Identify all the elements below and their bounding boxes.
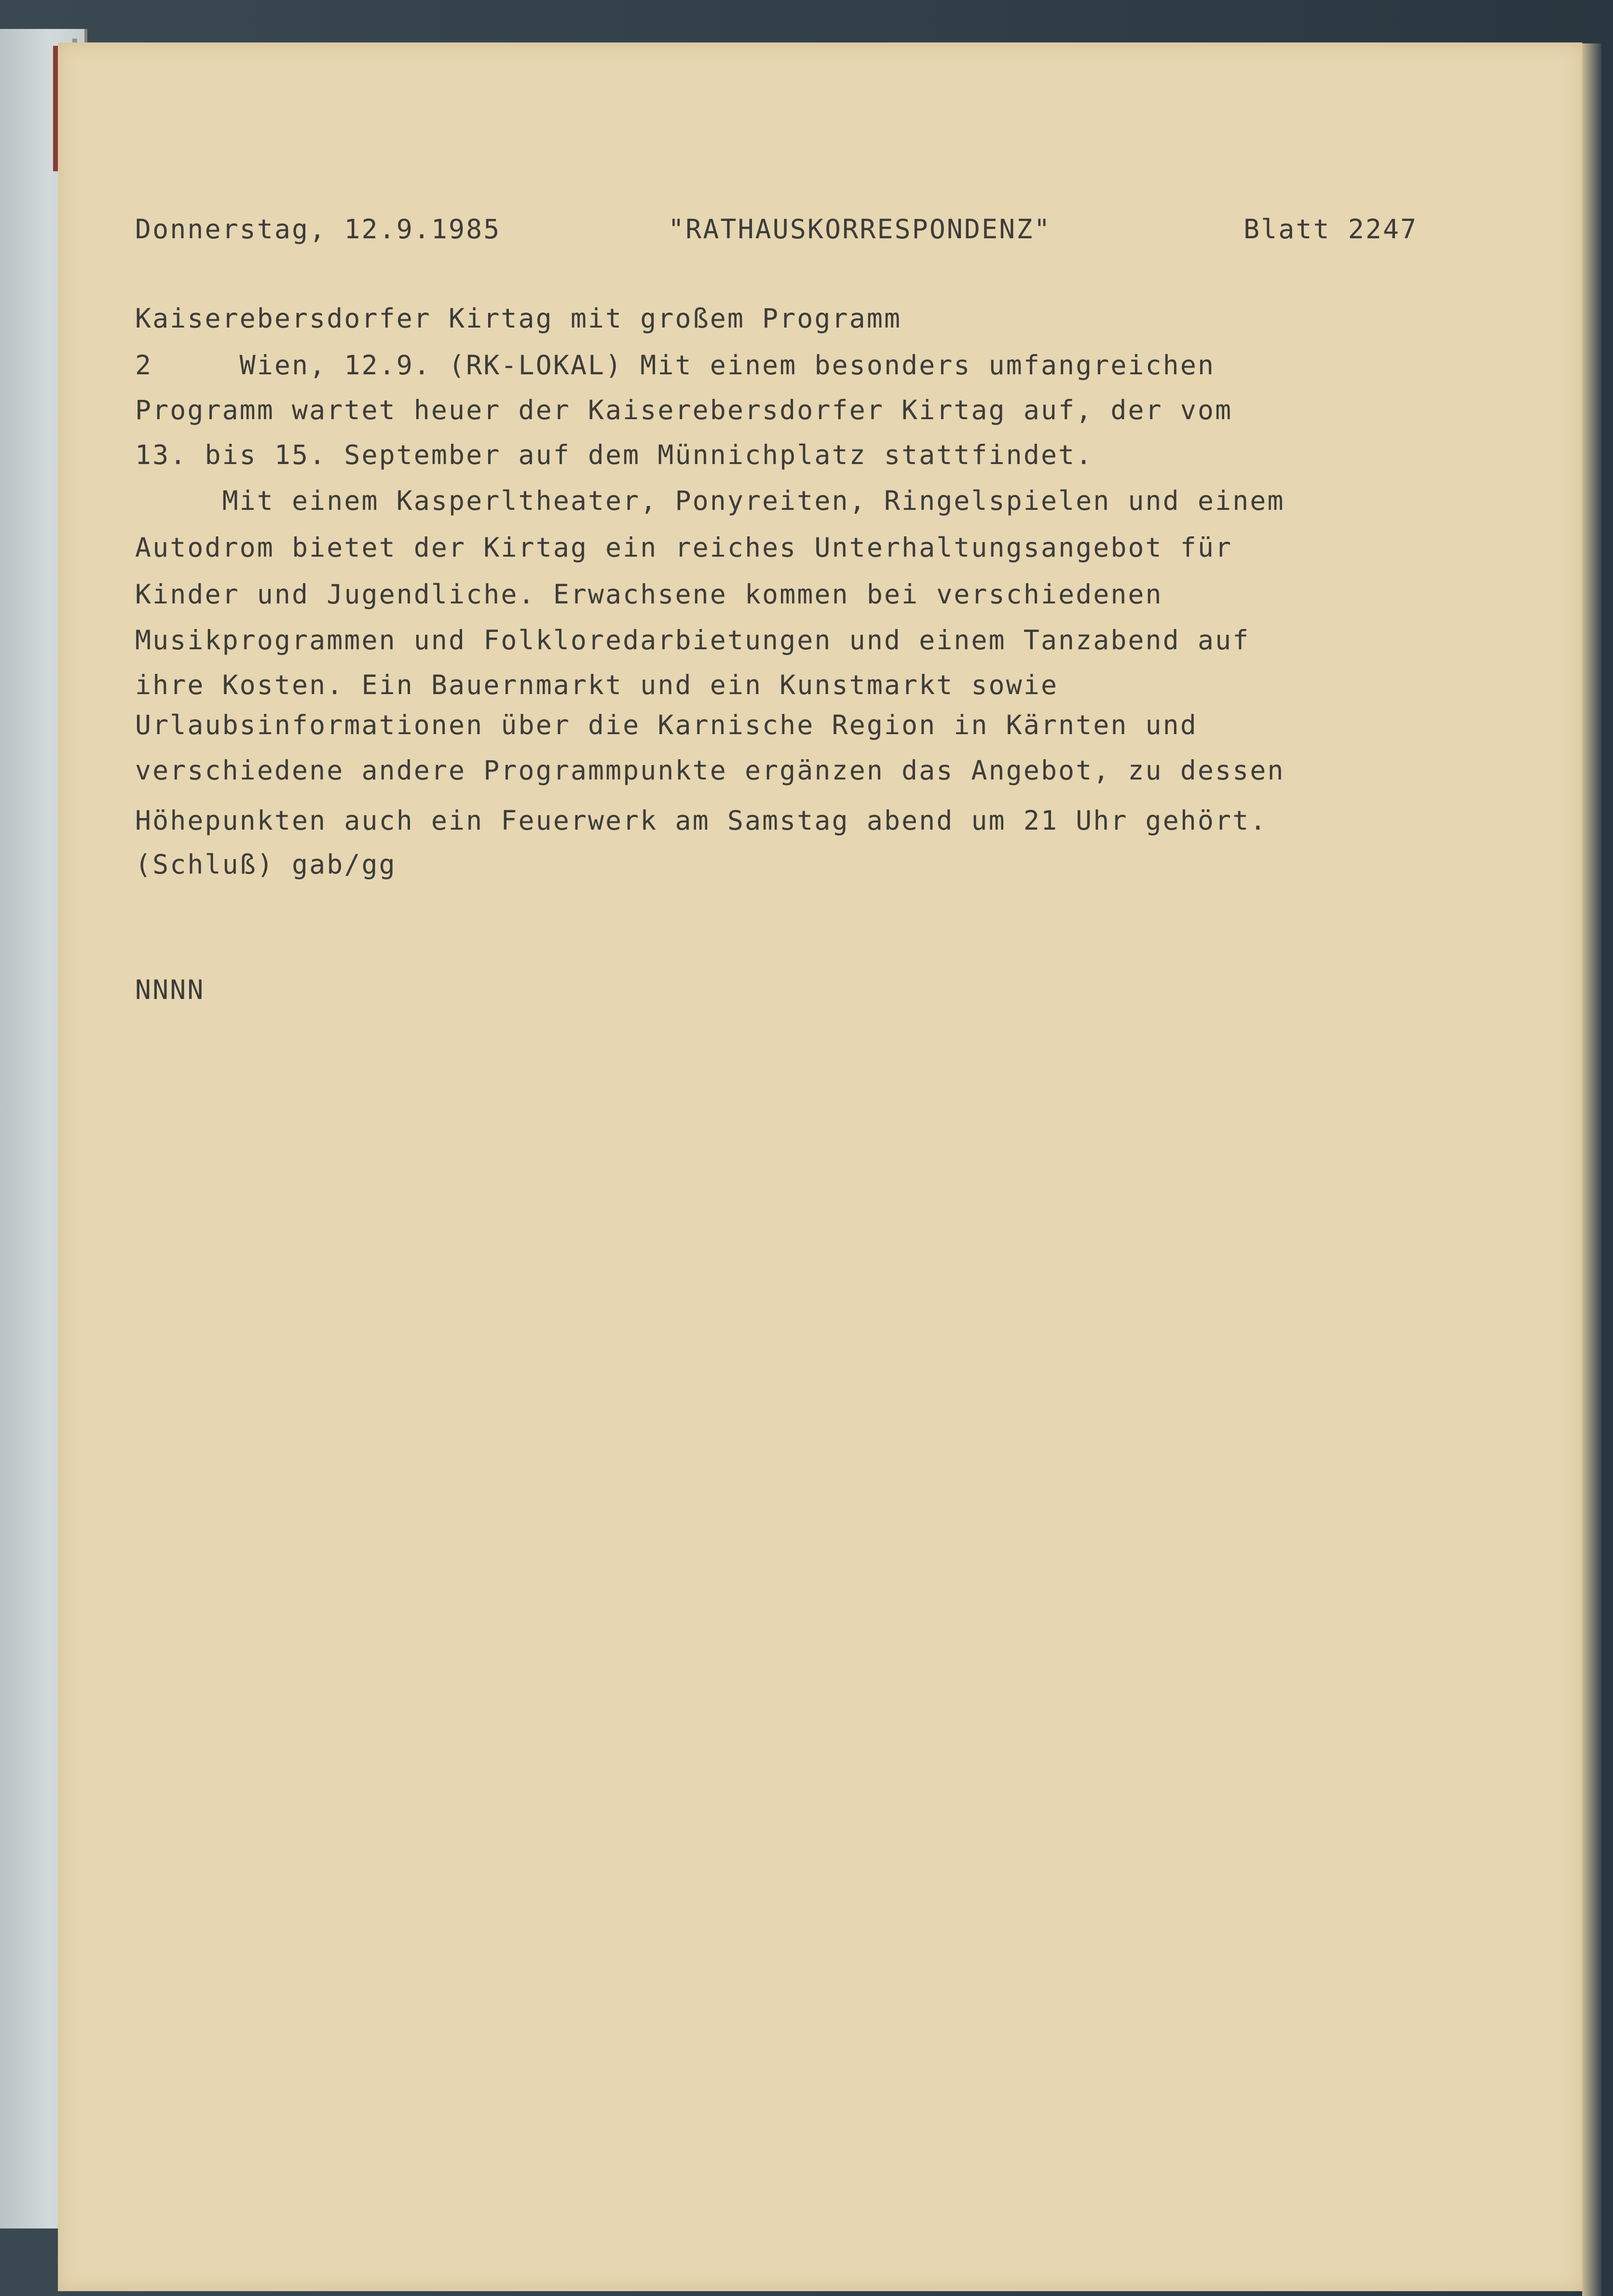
article-line: Urlaubsinformationen über die Karnische Region in Kärnten und <box>135 710 1198 740</box>
article-line: 2 Wien, 12.9. (RK-LOKAL) Mit einem besonders umfangreichen <box>135 350 1215 381</box>
article-line: Mit einem Kasperltheater, Ponyreiten, Ringelspielen und einem <box>135 485 1285 516</box>
header-page-number: Blatt 2247 <box>1244 214 1418 245</box>
article-signature: (Schluß) gab/gg <box>135 849 396 880</box>
article-line: Programm wartet heuer der Kaiserebersdorfer Kirtag auf, der vom <box>135 395 1233 425</box>
article-line: 13. bis 15. September auf dem Münnichplatz stattfindet. <box>135 439 1094 470</box>
end-mark: NNNN <box>135 974 205 1005</box>
article-line: verschiedene andere Programmpunkte ergänzen das Angebot, zu dessen <box>135 755 1285 786</box>
article-line: Höhepunkten auch ein Feuerwerk am Samstag abend um 21 Uhr gehört. <box>135 805 1268 836</box>
article-line: Kinder und Jugendliche. Erwachsene kommen bei verschiedenen <box>135 579 1163 610</box>
article-headline: Kaiserebersdorfer Kirtag mit großem Programm <box>135 303 902 334</box>
page-shadow <box>1582 43 1601 2296</box>
article-line: Autodrom bietet der Kirtag ein reiches Unterhaltungsangebot für <box>135 532 1233 563</box>
header-date: Donnerstag, 12.9.1985 <box>135 214 501 245</box>
article-line: ihre Kosten. Ein Bauernmarkt und ein Kunstmarkt sowie <box>135 670 1058 700</box>
header-publication: "RATHAUSKORRESPONDENZ" <box>668 214 1052 245</box>
article-line: Musikprogrammen und Folkloredarbietungen und einem Tanzabend auf <box>135 625 1250 656</box>
